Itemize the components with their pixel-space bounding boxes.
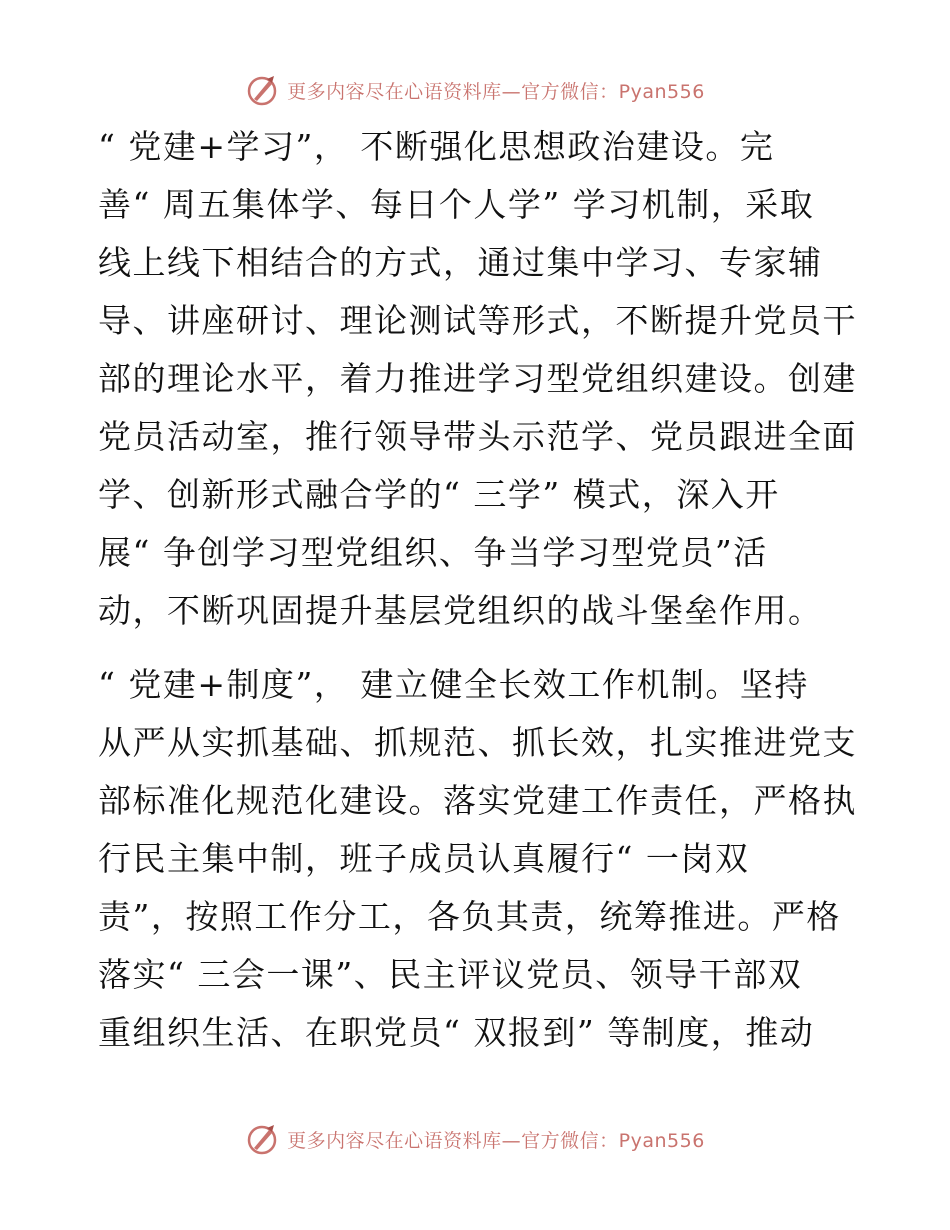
quill-seal-icon — [245, 73, 279, 107]
text-line: 从严从实抓基础、抓规范、抓长效，扎实推进党支 — [98, 723, 857, 762]
text-line: 导、讲座研讨、理论测试等形式，不断提升党员干 — [98, 301, 857, 340]
text-line: 行民主集中制，班子成员认真履行“ 一岗双 — [98, 839, 750, 878]
paragraph-system — [98, 656, 858, 1062]
text-line: 线上线下相结合的方式，通过集中学习、专家辅 — [98, 243, 823, 282]
text-line: 动，不断巩固提升基层党组织的战斗堡垒作用。 — [98, 591, 823, 630]
text-line: 重组织生活、在职党员“ 双报到” 等制度，推动 — [98, 1013, 815, 1052]
text-line: 落实“ 三会一课”、民主评议党员、领导干部双 — [98, 955, 803, 994]
text-line: 学、创新形式融合学的“ 三学” 模式，深入开 — [98, 475, 780, 514]
footer-banner[interactable] — [0, 1119, 950, 1159]
text-line: “ 党建+学习”， 不断强化思想政治建设。完 — [98, 127, 775, 166]
text-line: 党员活动室，推行领导带头示范学、党员跟进全面 — [98, 417, 857, 456]
text-line: 部的理论水平，着力推进学习型党组织建设。创建 — [98, 359, 857, 398]
text-line: 部标准化规范化建设。落实党建工作责任，严格执 — [98, 781, 857, 820]
paragraph-study — [98, 118, 858, 640]
body-text — [98, 118, 858, 1062]
banner-text: 更多内容尽在心语资料库—官方微信：Pyan556 — [287, 80, 705, 103]
text-line: “ 党建+制度”， 建立健全长效工作机制。坚持 — [98, 665, 809, 704]
quill-seal-icon — [245, 1122, 279, 1156]
text-line: 善“ 周五集体学、每日个人学” 学习机制，采取 — [98, 185, 815, 224]
banner-text: 更多内容尽在心语资料库—官方微信：Pyan556 — [287, 1129, 705, 1152]
text-line: 责”，按照工作分工，各负其责，统筹推进。严格 — [98, 897, 841, 936]
text-line: 展“ 争创学习型党组织、争当学习型党员”活 — [98, 533, 768, 572]
paragraph-spacer — [98, 640, 858, 656]
header-banner[interactable] — [0, 70, 950, 110]
